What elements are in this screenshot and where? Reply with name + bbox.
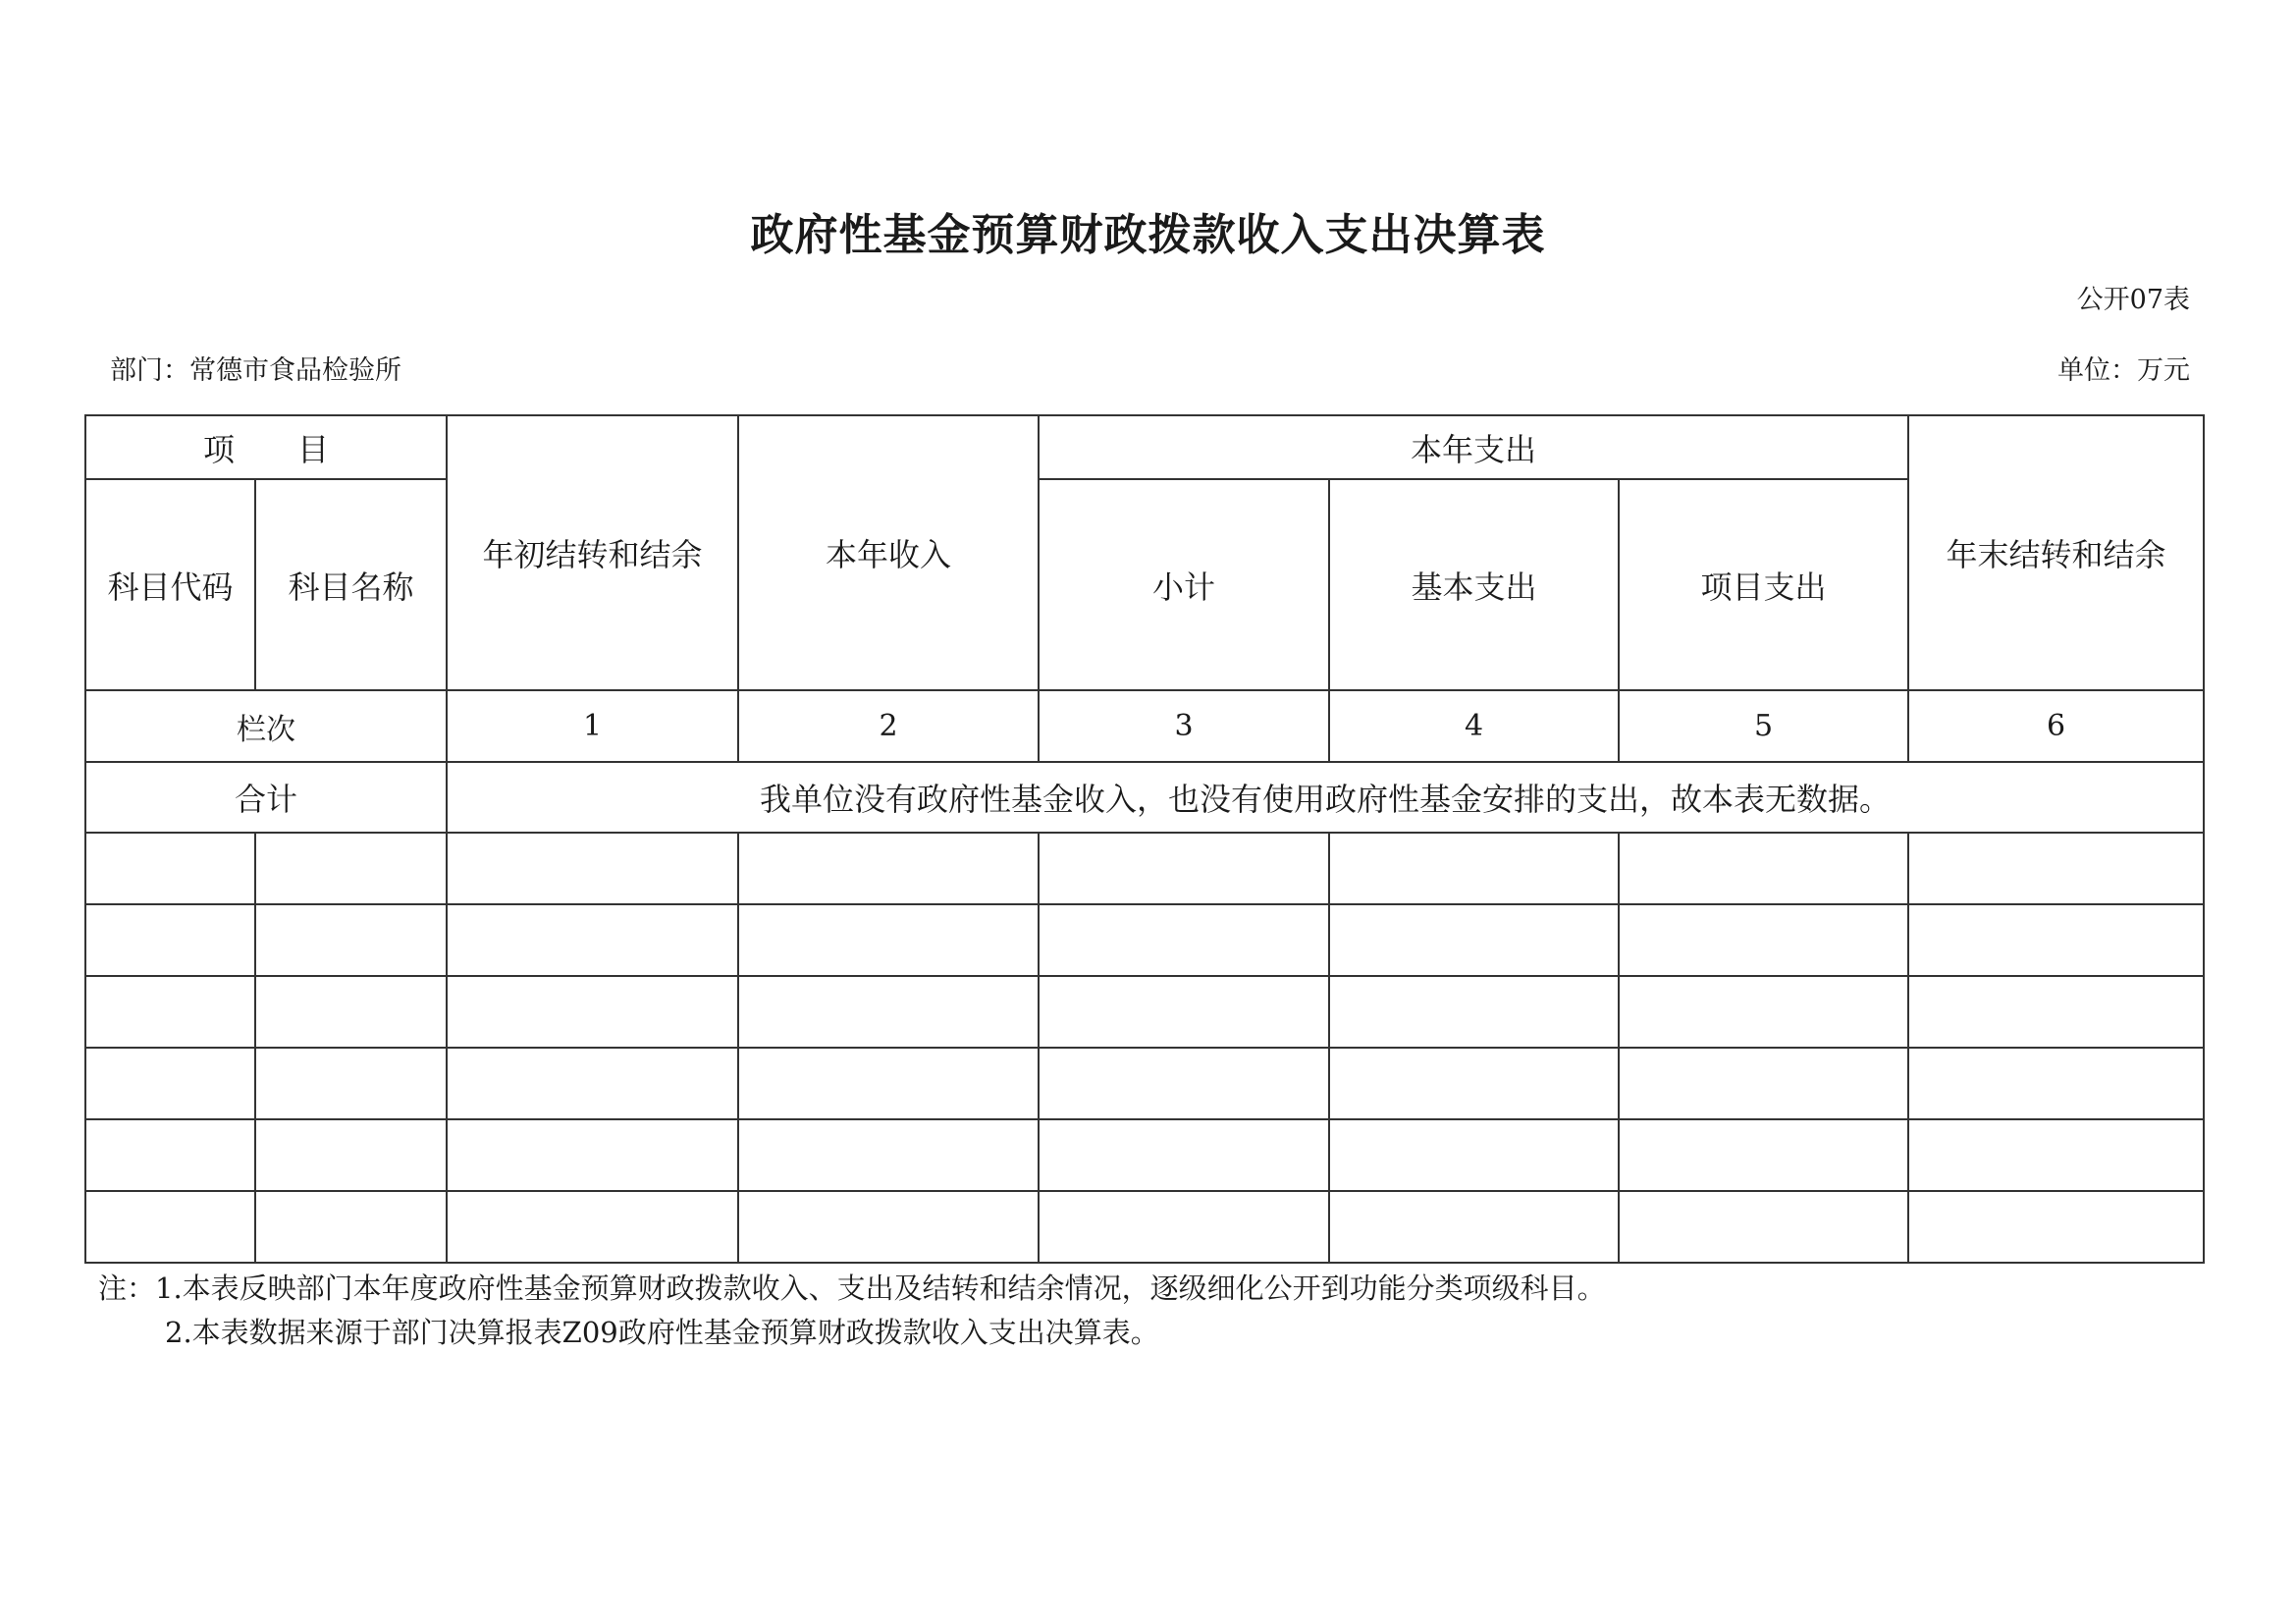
- empty-cell: [1039, 904, 1329, 976]
- header-end-balance: 年末结转和结余: [1908, 415, 2204, 690]
- note-line-1: 注：1.本表反映部门本年度政府性基金预算财政拨款收入、支出及结转和结余情况，逐级细化公开到功能分类项级科目。: [98, 1272, 1606, 1305]
- empty-cell: [1908, 1048, 2204, 1119]
- header-name: 科目名称: [255, 479, 447, 690]
- empty-cell: [738, 976, 1039, 1048]
- empty-cell: [85, 833, 255, 904]
- empty-cell: [738, 1119, 1039, 1191]
- empty-cell: [738, 904, 1039, 976]
- header-income: 本年收入: [738, 415, 1039, 690]
- empty-cell: [1329, 1048, 1619, 1119]
- empty-cell: [1039, 1048, 1329, 1119]
- empty-cell: [255, 1048, 447, 1119]
- empty-cell: [85, 904, 255, 976]
- table-row: [85, 976, 2204, 1048]
- empty-cell: [1329, 1191, 1619, 1263]
- empty-cell: [255, 1119, 447, 1191]
- empty-cell: [1039, 976, 1329, 1048]
- table-row: [85, 1119, 2204, 1191]
- empty-cell: [447, 1191, 738, 1263]
- empty-cell: [1619, 1048, 1908, 1119]
- empty-cell: [255, 976, 447, 1048]
- empty-cell: [1329, 976, 1619, 1048]
- unit-label: 单位：万元: [2057, 355, 2190, 386]
- empty-cell: [255, 904, 447, 976]
- empty-cell: [1908, 1191, 2204, 1263]
- index-row: [85, 690, 2204, 762]
- empty-cell: [1039, 1119, 1329, 1191]
- empty-cell: [1619, 1119, 1908, 1191]
- header-row-1: [85, 415, 2204, 479]
- report-table: [84, 414, 2205, 1264]
- empty-cell: [1908, 904, 2204, 976]
- note-line-2: 2.本表数据来源于部门决算报表Z09政府性基金预算财政拨款收入支出决算表。: [165, 1316, 1159, 1349]
- empty-cell: [255, 1191, 447, 1263]
- empty-cell: [738, 1191, 1039, 1263]
- empty-cell: [1619, 833, 1908, 904]
- empty-cell: [85, 1048, 255, 1119]
- total-label: 合计: [85, 762, 447, 833]
- empty-cell: [85, 976, 255, 1048]
- empty-cell: [255, 833, 447, 904]
- table-row: [85, 833, 2204, 904]
- department-label: 部门：常德市食品检验所: [110, 355, 401, 386]
- empty-cell: [738, 833, 1039, 904]
- empty-cell: [447, 833, 738, 904]
- index-label: 栏次: [85, 690, 447, 762]
- empty-cell: [1329, 904, 1619, 976]
- total-note: 我单位没有政府性基金收入，也没有使用政府性基金安排的支出，故本表无数据。: [447, 762, 2204, 833]
- empty-cell: [1619, 1191, 1908, 1263]
- index-number: 5: [1619, 690, 1908, 762]
- empty-cell: [447, 904, 738, 976]
- total-row: [85, 762, 2204, 833]
- index-number: 6: [1908, 690, 2204, 762]
- header-subtotal: 小计: [1039, 479, 1329, 690]
- table-row: [85, 1191, 2204, 1263]
- empty-cell: [1329, 833, 1619, 904]
- empty-cell: [1039, 1191, 1329, 1263]
- index-number: 1: [447, 690, 738, 762]
- empty-cell: [1908, 833, 2204, 904]
- header-item: 项 目: [85, 415, 447, 479]
- table-row: [85, 1048, 2204, 1119]
- header-project: 项目支出: [1619, 479, 1908, 690]
- header-expense: 本年支出: [1039, 415, 1908, 479]
- notes: [98, 1267, 1606, 1355]
- empty-cell: [447, 976, 738, 1048]
- empty-cell: [447, 1048, 738, 1119]
- empty-cell: [1619, 904, 1908, 976]
- empty-cell: [1039, 833, 1329, 904]
- form-number: 公开07表: [2076, 285, 2190, 315]
- index-number: 4: [1329, 690, 1619, 762]
- empty-cell: [85, 1191, 255, 1263]
- empty-cell: [447, 1119, 738, 1191]
- header-code: 科目代码: [85, 479, 255, 690]
- header-basic: 基本支出: [1329, 479, 1619, 690]
- empty-cell: [1619, 976, 1908, 1048]
- header-row-2: [85, 479, 2204, 690]
- empty-cell: [738, 1048, 1039, 1119]
- index-number: 3: [1039, 690, 1329, 762]
- empty-cell: [85, 1119, 255, 1191]
- empty-cell: [1329, 1119, 1619, 1191]
- table-row: [85, 904, 2204, 976]
- page-title: 政府性基金预算财政拨款收入支出决算表: [750, 210, 1546, 260]
- index-number: 2: [738, 690, 1039, 762]
- empty-cell: [1908, 976, 2204, 1048]
- header-begin-balance: 年初结转和结余: [447, 415, 738, 690]
- empty-cell: [1908, 1119, 2204, 1191]
